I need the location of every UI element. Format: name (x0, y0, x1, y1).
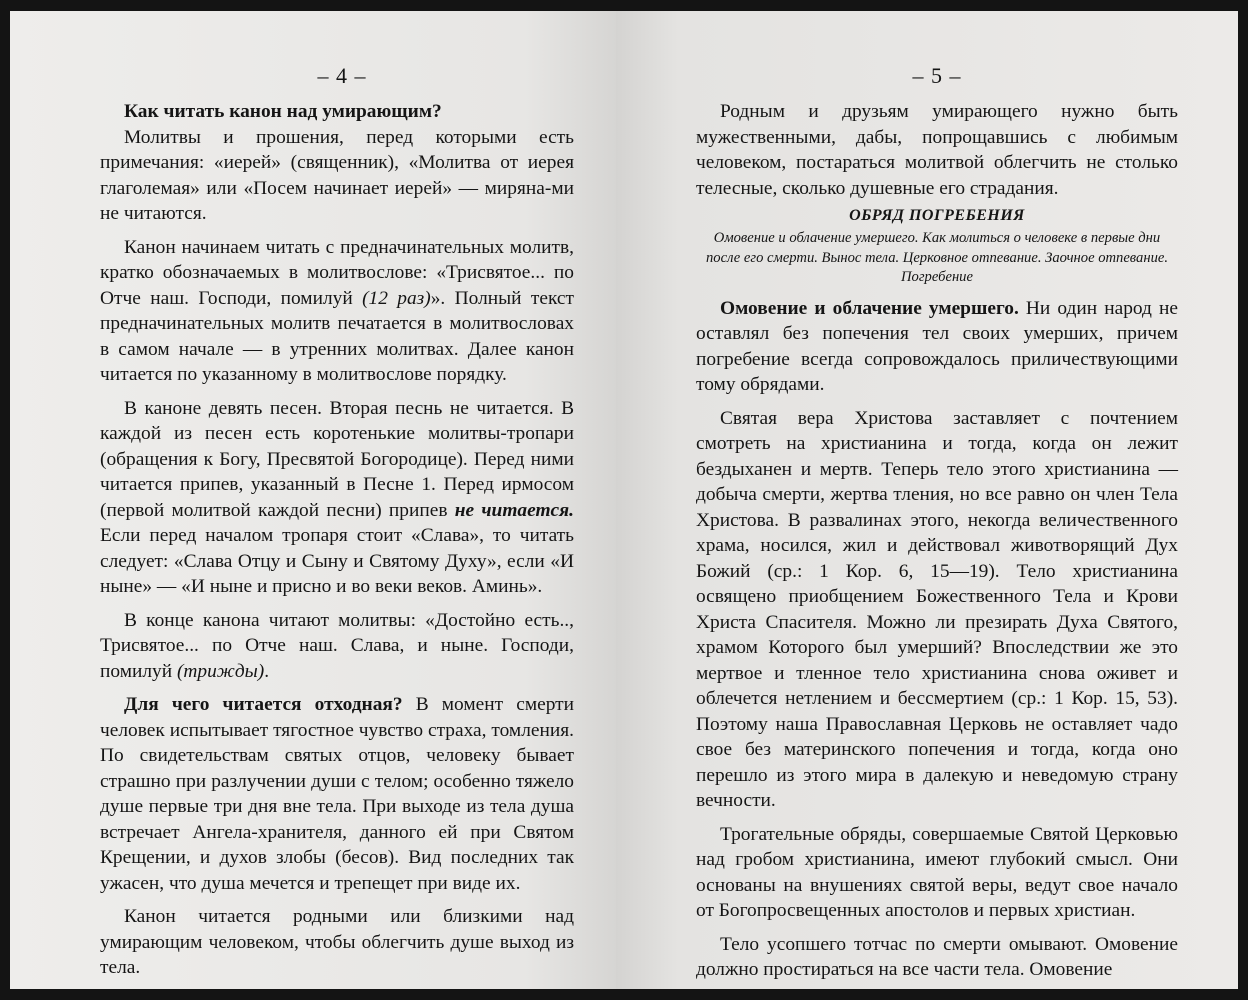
paragraph-relatives: Родным и друзьям умирающего нужно быть мужественными, дабы, попрощавшись с любимым человеком, постараться молитвой облегчить не столько телесные, сколько душевные его страдания. (696, 101, 1178, 199)
paragraph-rites: Трогательные обряды, совершаемые Святой Церковью над гробом христианина, имеют глубокий смысл. Они основаны на внушениях святой веры, ведут свое начало от Богопросвещенных апостолов и первых христиан. (696, 823, 1178, 921)
heading-why-departing: Для чего читается отходная? (124, 694, 403, 715)
section-title: ОБРЯД ПОГРЕБЕНИЯ (849, 207, 1025, 224)
paragraph-prayers: Молитвы и прошения, перед которыми есть примечания: «иерей» (священник), «Молитва от иерея глаголемая» или «Посем начинает иерей» — миряна-ми не читаются. (100, 126, 574, 224)
paragraph-canon-read-by-relatives: Канон читается родными или близкими над умирающим человеком, чтобы облегчить душе выход из тела. (100, 906, 574, 978)
page-number-left: – 4 – (317, 63, 367, 88)
paragraph-washing: Омовение и облачение умершего. Ни один народ не оставлял без попечения тел своих умерших, причем погребение всегда сопровождалось приличествующими тому обрядами. (696, 297, 1178, 395)
heading-how-to-read-canon: Как читать канон над умирающим? (124, 101, 442, 122)
paragraph-body-washed: Тело усопшего тотчас по смерти омывают. Омовение должно простираться на все части тела. Омовение (696, 933, 1178, 980)
paragraph-start-canon: Канон начинаем читать с предначинательных молитв, кратко обозначаемых в молитвослове: «Трисвятое... по Отче наш. Господи, помилуй (12 раз)». Полный текст предначинательных молитв печатается в молитвословах в самом начале — в утренних молитвах. Далее канон читается по указанному в молитвослове порядку. (100, 236, 575, 385)
left-page (10, 11, 616, 989)
right-page (616, 11, 1238, 989)
paragraph-heading-canon (100, 99, 574, 125)
section-subtitle: Омовение и облачение умершего. Как молиться о человеке в первые дни после его смерти. Вынос тела. Церковное отпевание. Заочное отпевание. Погребение (706, 230, 1168, 285)
page-number-right: – 5 – (912, 63, 962, 88)
paragraph-why-departing: Для чего читается отходная? В момент смерти человек испытывает тягостное чувство страха, томления. По свидетельствам святых отцов, человеку бывает страшно при разлучении души с телом; особенно тяжело душе первые три дня вне тела. При выходе из тела душа встречает Ангела-хранителя, данного ей при Святом Крещении, и духов злобы (бесов). Вид последних так ужасен, что душа мечется и трепещет при виде их. (100, 694, 574, 894)
paragraph-nine-songs: В каноне девять песен. Вторая песнь не читается. В каждой из песен есть коротенькие молитвы-тропари (обращения к Богу, Пресвятой Богородице). Перед ними читается припев, указанный в Песне 1. Перед ирмосом (первой молитвой каждой песни) припев не читается. Если перед началом тропаря стоит «Слава», то читать следует: «Слава Отцу и Сыну и Святому Духу», если «И ныне» — «И ныне и присно и во веки веков. Аминь». (100, 397, 574, 597)
paragraph-holy-faith: Святая вера Христова заставляет с почтением смотреть на христианина и тогда, когда он лежит бездыханен и мертв. Теперь тело этого христианина — добыча смерти, жертва тления, но все равно он член Тела Христова. В развалинах этого, некогда величественного храма, носился, жил и действовал животворящий Дух Божий (ср.: 1 Кор. 6, 15—19). Тело христианина освящено приобщением Божественного Тела и Крови Христа Спасителя. Можно ли презирать Духа Святого, храмом Которого был умерший? Впоследствии же это мертвое и тленное тело христианина снова оживет и облечется нетлением и бессмертием (ср.: 1 Кор. 15, 53). Поэтому наша Православная Церковь не оставляет чадо свое без материнского попечения и тогда, когда оно перешло из этого мира в далекую и неведомую страну вечности. (696, 407, 1178, 811)
heading-washing: Омовение и облачение умершего. (720, 297, 1019, 319)
paragraph-end-canon: В конце канона читают молитвы: «Достойно есть.., Трисвятое... по Отче наш. Слава, и ныне. Господи, помилуй (трижды). (100, 609, 574, 682)
